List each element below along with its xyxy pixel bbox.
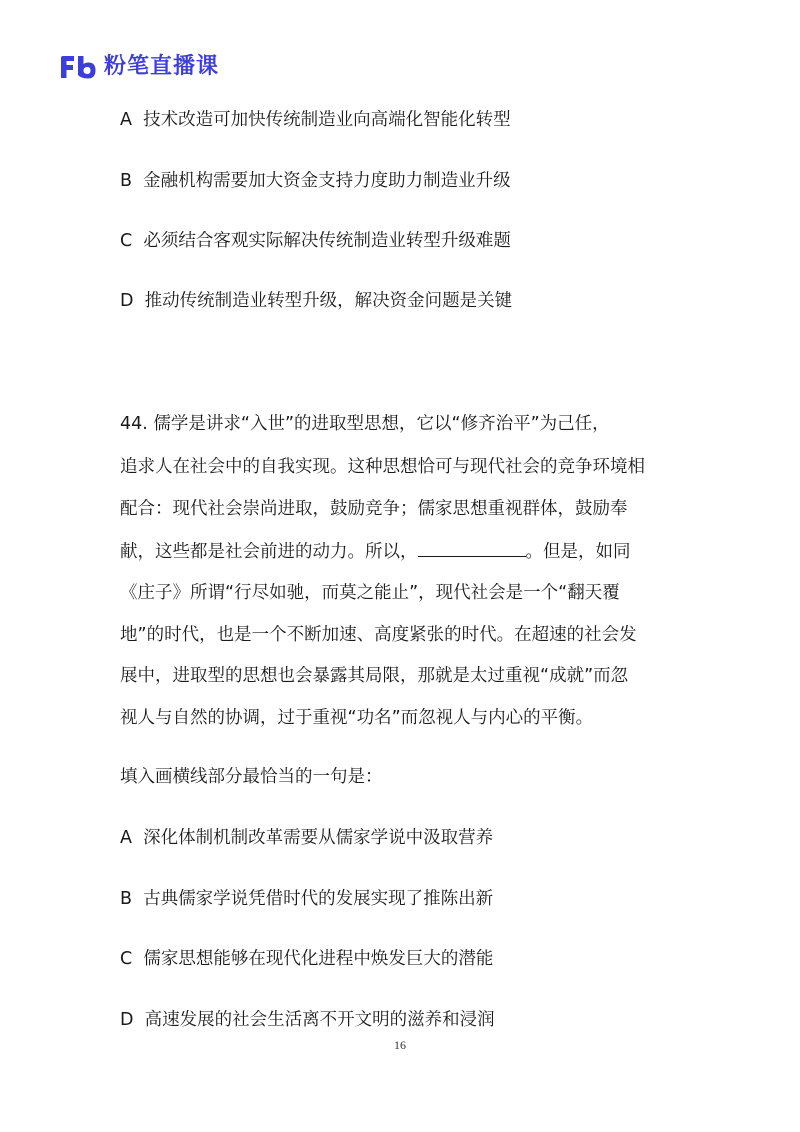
prev-option-d [120,289,512,313]
passage-text: 配合：现代社会崇尚进取，鼓励竞争；儒家思想重视群体，鼓励奉 [120,499,628,519]
prev-option-b [120,169,511,193]
option-a [120,826,493,850]
option-text: 高速发展的社会生活离不开文明的滋养和浸润 [144,1010,495,1030]
passage-text: 地”的时代，也是一个不断加速、高度紧张的时代。在超速的社会发 [120,625,637,645]
brand-logo [58,52,219,82]
passage-text: 。但是，如同 [525,542,631,562]
option-text: 金融机构需要加大资金支持力度助力制造业升级 [143,171,511,191]
option-letter: D [120,291,134,311]
option-letter: A [120,110,132,130]
option-letter: A [120,828,132,848]
option-d [120,1008,495,1032]
passage-text: 视人与自然的协调，过于重视“功名”而忽视人与内心的平衡。 [120,708,594,728]
question-line-3 [120,497,628,521]
page-number: 16 [394,1038,406,1052]
question-line-6 [120,623,637,647]
fill-in-blank [418,539,526,557]
passage-text: 儒学是讲求“入世”的进取型思想，它以“修齐治平”为己任， [153,414,610,434]
option-letter: D [120,1010,134,1030]
question-line-7 [120,664,628,688]
option-text: 技术改造可加快传统制造业向高端化智能化转型 [143,110,511,130]
option-text: 推动传统制造业转型升级，解决资金问题是关键 [144,291,513,311]
option-text: 儒家思想能够在现代化进程中焕发巨大的潜能 [143,949,494,969]
option-b [120,887,493,911]
question-line-1 [120,412,610,436]
passage-text: 追求人在社会中的自我实现。这种思想恰可与现代社会的竞争环境相 [120,457,645,477]
option-c [120,947,493,971]
prev-option-c [120,229,511,253]
option-text: 古典儒家学说凭借时代的发展实现了推陈出新 [143,889,494,909]
question-line-8 [120,706,593,730]
prev-option-a [120,108,511,132]
brand-name: 粉笔直播课 [104,54,220,79]
passage-text: 《庄子》所谓“行尽如驰，而莫之能止”，现代社会是一个“翻天覆 [120,583,620,603]
option-letter: C [120,949,133,969]
option-text: 深化体制机制改革需要从儒家学说中汲取营养 [143,828,494,848]
option-letter: B [120,171,133,191]
question-prompt: 填入画横线部分最恰当的一句是： [120,767,383,787]
question-number: 44. [120,414,148,434]
option-text: 必须结合客观实际解决传统制造业转型升级难题 [143,231,511,251]
fb-logo-icon [58,54,98,80]
question-line-4 [120,539,631,564]
question-line-2 [120,455,645,479]
passage-text: 展中，进取型的思想也会暴露其局限，那就是太过重视“成就”而忽 [120,666,629,686]
question-line-5 [120,581,620,605]
passage-text: 献，这些都是社会前进的动力。所以， [120,542,418,562]
option-letter: C [120,231,133,251]
option-letter: B [120,889,133,909]
